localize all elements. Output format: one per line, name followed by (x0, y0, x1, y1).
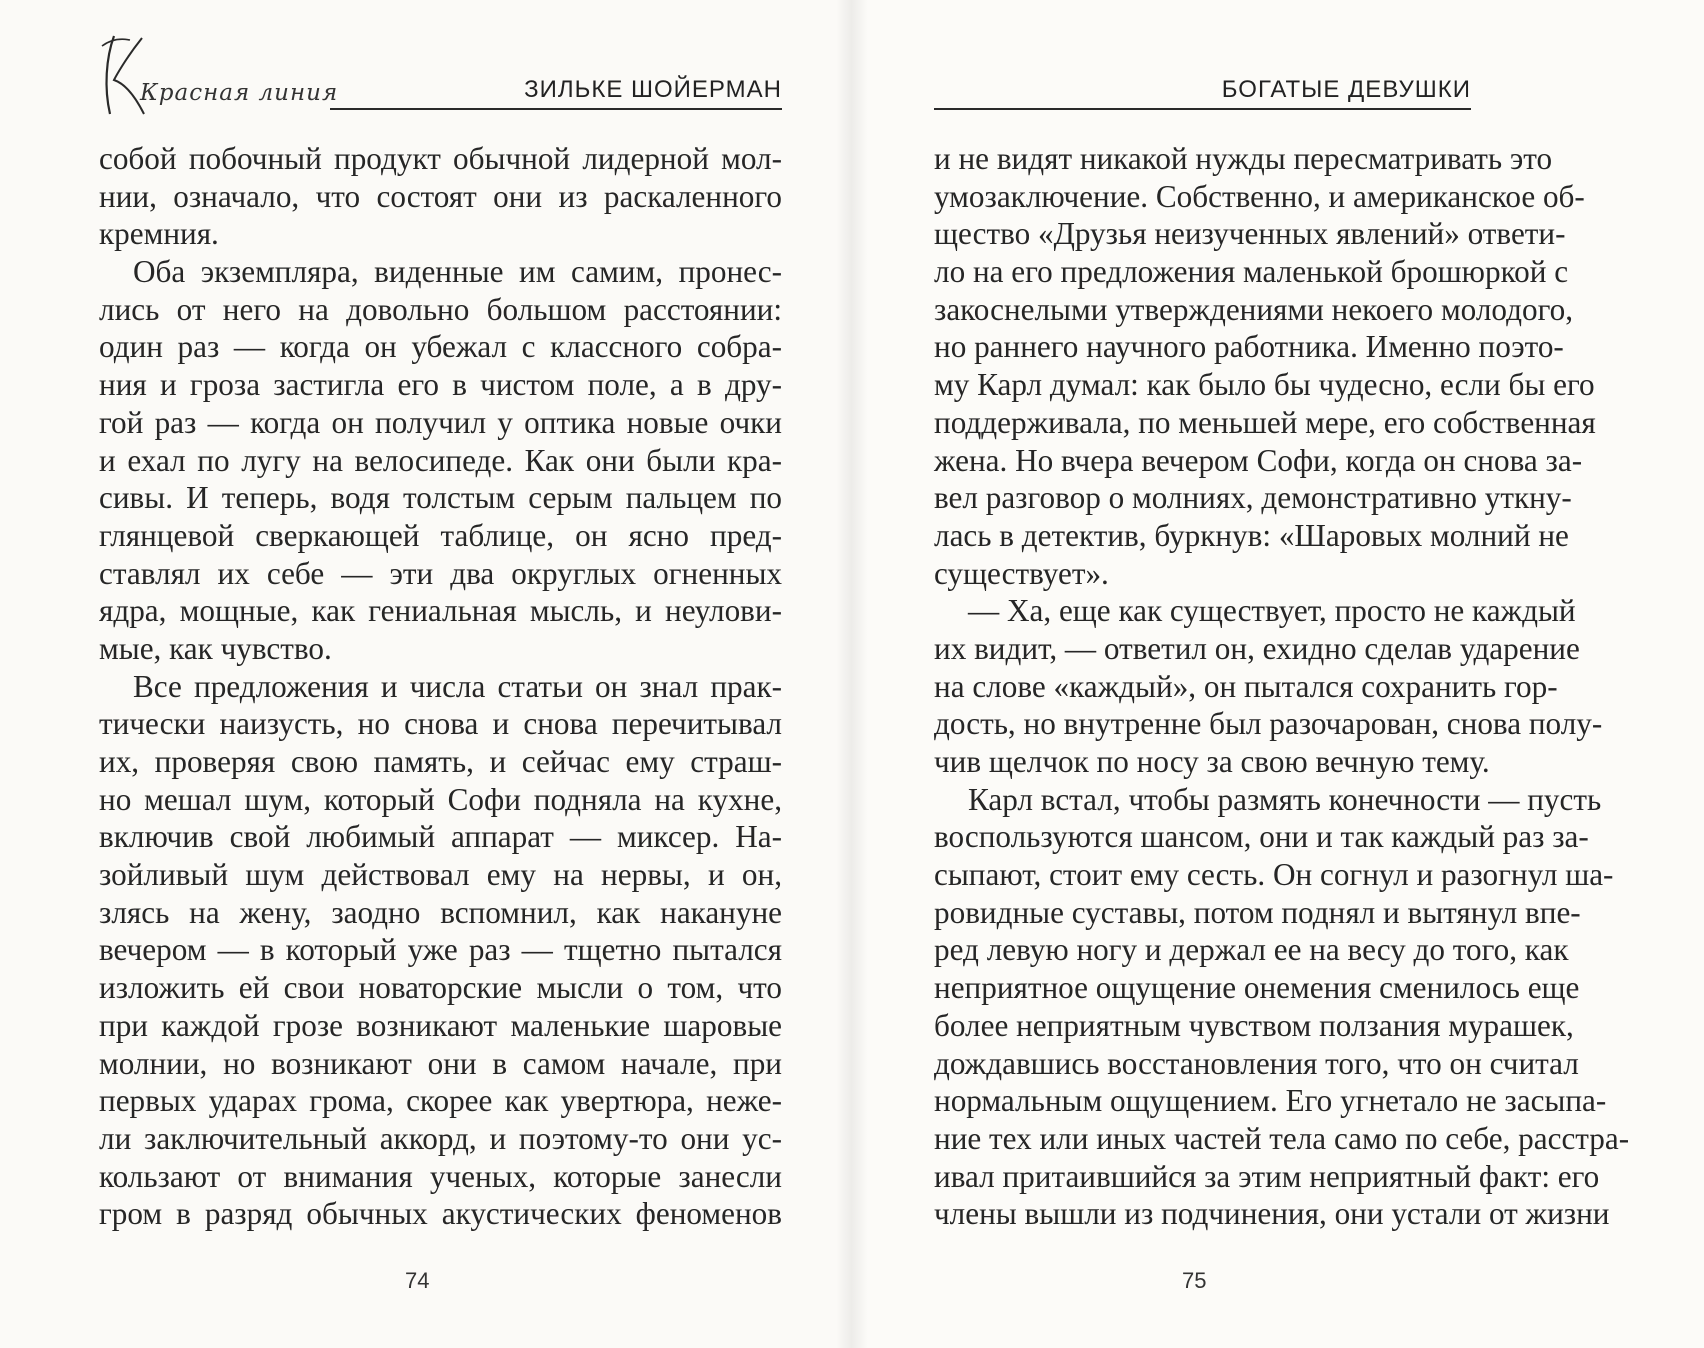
text-line: Оба экземпляра, виденные им самим, пронес- (133, 254, 782, 290)
text-line: при каждой грозе возникают маленькие шаровые (99, 1007, 782, 1043)
text-line: — Ха, еще как существует, просто не каждый (968, 593, 1576, 629)
text-line: на слове «каждый», он пытался сохранить гор- (934, 668, 1558, 704)
text-line: собой побочный продукт обычной лидерной мол- (99, 141, 782, 176)
series-logo-text: Красная линия (140, 80, 339, 106)
text-line: вел разговор о молниях, демонстративно уткну- (934, 480, 1572, 516)
text-line: молнии, но возникают они в самом начале, при (99, 1045, 782, 1081)
text-line: жена. Но вчера вечером Софи, когда он снова за- (934, 442, 1583, 478)
text-line: ли заключительный аккорд, и поэтому-то они ус- (99, 1120, 782, 1156)
page-number-left: 74 (405, 1268, 430, 1293)
text-line: члены вышли из подчинения, они устали от жизни (934, 1196, 1610, 1232)
text-line: поддерживала, по меньшей мере, его собственная (934, 404, 1596, 440)
text-line: ред левую ногу и держал ее на весу до того, как (934, 932, 1569, 968)
left-body-text (99, 140, 782, 1233)
running-head-author-text: ЗИЛЬКЕ ШОЙЕРМАН (524, 76, 782, 103)
series-logo (96, 28, 356, 118)
text-line: тически наизусть, но снова и снова перечитывал (99, 706, 782, 742)
text-line: умозаключение. Собственно, и американское об- (934, 178, 1585, 214)
text-line: злясь на жену, заодно вспомнил, как накануне (99, 894, 782, 930)
text-line: ставлял их себе — эти два округлых огненных (99, 555, 782, 591)
text-line: но мешал шум, который Софи подняла на кухне, (99, 781, 782, 817)
text-line: первых ударах грома, скорее как увертюра, неже- (99, 1083, 782, 1119)
text-line: сивы. И теперь, водя толстым серым пальцем по (99, 480, 782, 516)
text-line: дость, но внутренне был разочарован, снова полу- (934, 706, 1603, 742)
text-line: нии, означало, что состоят они из раскаленного (99, 178, 782, 214)
text-line: лась в детектив, буркнув: «Шаровых молний не (934, 517, 1569, 553)
text-line: глянцевой сверкающей таблице, он ясно пред- (99, 517, 782, 553)
text-line: их, проверяя свою память, и сейчас ему страш- (99, 744, 782, 779)
page-number-right: 75 (1182, 1268, 1207, 1293)
text-line: и не видят никакой нужды пересматривать это (934, 141, 1553, 176)
text-line: щество «Друзья неизученных явлений» ответи- (934, 216, 1566, 252)
text-line: мые, как чувство. (99, 630, 332, 666)
text-line: ядра, мощные, как гениальная мысль, и неулови- (99, 593, 782, 629)
book-gutter (836, 0, 868, 1348)
text-line: гром в разряд обычных акустических феноменов (99, 1196, 782, 1232)
text-line: гой раз — когда он получил у оптика новые очки (99, 404, 782, 440)
text-line: включив свой любимый аппарат — миксер. На- (99, 819, 782, 855)
text-line: ивал притаившийся за этим неприятный факт: его (934, 1158, 1600, 1194)
text-line: но раннего научного работника. Именно поэто- (934, 329, 1564, 365)
text-line: ло на его предложения маленькой брошюркой с (934, 254, 1569, 290)
text-line: нормальным ощущением. Его угнетало не засыпа- (934, 1083, 1607, 1119)
text-line: вечером — в который уже раз — тщетно пытался (99, 932, 782, 968)
text-line: более неприятным чувством ползания мурашек, (934, 1007, 1574, 1043)
running-head-author (330, 78, 782, 110)
text-line: сыпают, стоит ему сесть. Он согнул и разогнул ша- (934, 857, 1614, 893)
running-head-title-text: БОГАТЫЕ ДЕВУШКИ (1221, 76, 1471, 103)
text-line: зойливый шум действовал ему на нервы, и он, (99, 857, 782, 893)
text-line: лись от него на довольно большом расстоянии: (99, 291, 782, 327)
text-line: ние тех или иных частей тела само по себе, расстра- (934, 1120, 1630, 1156)
text-line: и ехал по лугу на велосипеде. Как они были кра- (99, 442, 782, 478)
text-line: закоснелыми утверждениями некоего молодого, (934, 291, 1573, 327)
running-head-title (934, 78, 1471, 110)
text-line: ния и гроза застигла его в чистом поле, а в дру- (99, 367, 782, 403)
text-line: воспользуются шансом, они и так каждый раз за- (934, 819, 1589, 855)
text-line: существует». (934, 555, 1109, 591)
text-line: один раз — когда он убежал с классного собра- (99, 329, 782, 365)
text-line: му Карл думал: как было бы чудесно, если бы его (934, 367, 1595, 403)
right-page (852, 0, 1704, 1348)
text-line: изложить ей свои новаторские мысли о том, что (99, 970, 782, 1006)
text-line: кремния. (99, 216, 219, 252)
text-line: Карл встал, чтобы размять конечности — пусть (968, 781, 1602, 817)
text-line: кользают от внимания ученых, которые занесли (99, 1158, 782, 1194)
right-body-text (934, 140, 1630, 1233)
text-line: ровидные суставы, потом поднял и вытянул впе- (934, 894, 1581, 930)
text-line: чив щелчок по носу за свою вечную тему. (934, 744, 1490, 779)
text-line: неприятное ощущение онемения сменилось еще (934, 970, 1580, 1006)
text-line: их видит, — ответил он, ехидно сделав ударение (934, 630, 1580, 666)
text-line: Все предложения и числа статьи он знал прак- (133, 668, 782, 704)
text-line: дождавшись восстановления того, что он считал (934, 1045, 1579, 1081)
